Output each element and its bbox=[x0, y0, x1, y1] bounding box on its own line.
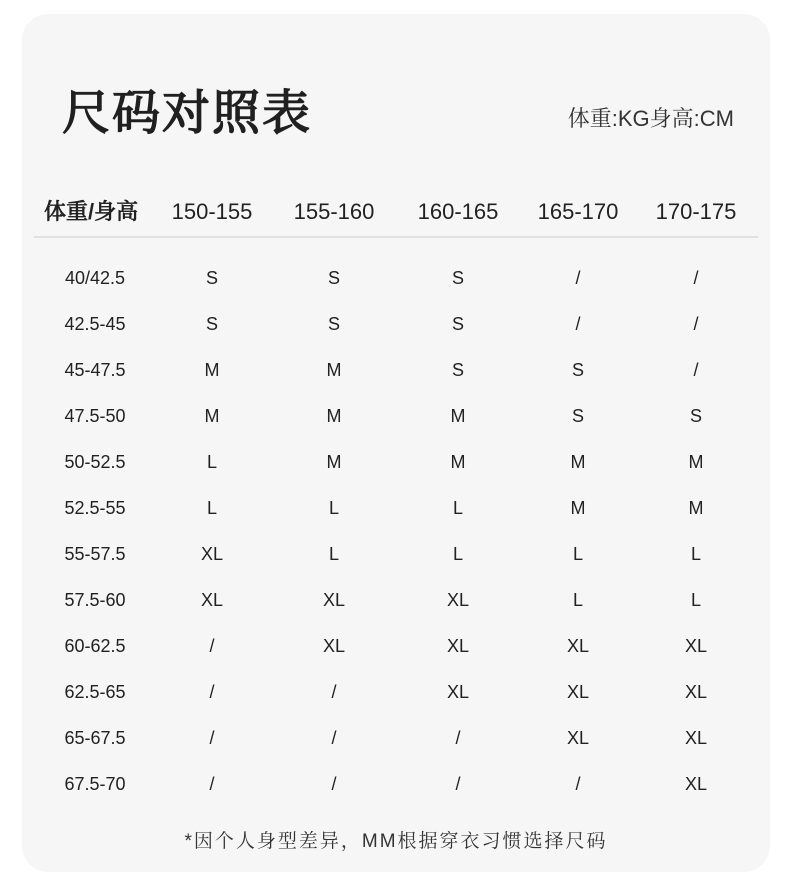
size-cell: / bbox=[331, 774, 337, 794]
size-cell: M bbox=[688, 498, 704, 518]
table-row bbox=[34, 577, 758, 623]
header-height-range: 160-165 bbox=[417, 199, 499, 224]
weight-cell: 55-57.5 bbox=[64, 544, 126, 564]
size-cell: M bbox=[570, 498, 586, 518]
unit-note: 体重:KG身高:CM bbox=[567, 106, 734, 131]
size-cell: M bbox=[326, 406, 342, 426]
size-cell: / bbox=[209, 682, 215, 702]
table-row bbox=[34, 531, 758, 577]
size-cell: XL bbox=[684, 682, 708, 702]
header-height-range: 155-160 bbox=[293, 199, 375, 224]
size-cell: XL bbox=[566, 728, 590, 748]
table-row bbox=[34, 301, 758, 347]
size-cell: M bbox=[204, 360, 220, 380]
size-cell: XL bbox=[200, 544, 224, 564]
weight-cell: 60-62.5 bbox=[64, 636, 126, 656]
size-cell: / bbox=[575, 268, 581, 288]
size-cell: L bbox=[206, 452, 217, 472]
table-body bbox=[34, 255, 758, 807]
size-cell: M bbox=[204, 406, 220, 426]
weight-cell: 65-67.5 bbox=[64, 728, 126, 748]
weight-cell: 52.5-55 bbox=[64, 498, 126, 518]
size-cell: / bbox=[693, 314, 699, 334]
size-cell: S bbox=[205, 268, 218, 288]
size-cell: / bbox=[209, 636, 215, 656]
page-title: 尺码对照表 bbox=[62, 87, 313, 140]
table-row bbox=[34, 347, 758, 393]
size-cell: S bbox=[327, 268, 340, 288]
size-cell: L bbox=[206, 498, 217, 518]
weight-cell: 50-52.5 bbox=[64, 452, 126, 472]
size-cell: XL bbox=[684, 774, 708, 794]
size-cell: XL bbox=[446, 682, 470, 702]
size-cell: / bbox=[331, 682, 337, 702]
size-cell: / bbox=[455, 728, 461, 748]
size-cell: / bbox=[331, 728, 337, 748]
size-cell: S bbox=[689, 406, 702, 426]
size-cell: M bbox=[450, 406, 466, 426]
table-header bbox=[34, 192, 758, 232]
size-cell: L bbox=[452, 498, 463, 518]
header-height-range: 150-155 bbox=[171, 199, 253, 224]
size-cell: L bbox=[690, 544, 701, 564]
size-cell: S bbox=[451, 314, 464, 334]
size-cell: / bbox=[693, 268, 699, 288]
size-cell: S bbox=[451, 360, 464, 380]
header-height-range: 170-175 bbox=[655, 199, 737, 224]
size-cell: XL bbox=[684, 636, 708, 656]
size-cell: M bbox=[688, 452, 704, 472]
fit-footnote: *因个人身型差异，MM根据穿衣习惯选择尺码 bbox=[184, 831, 608, 852]
size-cell: XL bbox=[446, 636, 470, 656]
table-row bbox=[34, 761, 758, 807]
header-height-range: 165-170 bbox=[537, 199, 619, 224]
size-cell: L bbox=[452, 544, 463, 564]
size-cell: XL bbox=[200, 590, 224, 610]
table-row bbox=[34, 623, 758, 669]
size-cell: / bbox=[575, 314, 581, 334]
table-row bbox=[34, 669, 758, 715]
header-weight-height: 体重/身高 bbox=[44, 199, 139, 224]
size-cell: M bbox=[450, 452, 466, 472]
size-cell: S bbox=[205, 314, 218, 334]
size-cell: S bbox=[451, 268, 464, 288]
table-row bbox=[34, 485, 758, 531]
size-cell: XL bbox=[566, 682, 590, 702]
weight-cell: 62.5-65 bbox=[64, 682, 126, 702]
header-divider bbox=[34, 236, 758, 238]
size-cell: / bbox=[455, 774, 461, 794]
size-cell: S bbox=[571, 406, 584, 426]
size-cell: / bbox=[209, 774, 215, 794]
table-row bbox=[34, 439, 758, 485]
size-cell: L bbox=[690, 590, 701, 610]
weight-cell: 47.5-50 bbox=[64, 406, 126, 426]
weight-cell: 42.5-45 bbox=[64, 314, 126, 334]
size-cell: M bbox=[326, 452, 342, 472]
size-cell: XL bbox=[446, 590, 470, 610]
size-cell: M bbox=[326, 360, 342, 380]
size-chart-card bbox=[22, 14, 770, 872]
size-cell: L bbox=[572, 590, 583, 610]
size-cell: M bbox=[570, 452, 586, 472]
weight-cell: 67.5-70 bbox=[64, 774, 126, 794]
size-cell: XL bbox=[684, 728, 708, 748]
weight-cell: 57.5-60 bbox=[64, 590, 126, 610]
table-row bbox=[34, 393, 758, 439]
size-cell: / bbox=[693, 360, 699, 380]
weight-cell: 40/42.5 bbox=[64, 268, 126, 288]
size-cell: / bbox=[575, 774, 581, 794]
size-cell: XL bbox=[322, 590, 346, 610]
weight-cell: 45-47.5 bbox=[64, 360, 126, 380]
size-cell: L bbox=[572, 544, 583, 564]
size-cell: L bbox=[328, 544, 339, 564]
size-cell: / bbox=[209, 728, 215, 748]
size-cell: L bbox=[328, 498, 339, 518]
size-cell: S bbox=[571, 360, 584, 380]
table-row bbox=[34, 255, 758, 301]
size-cell: XL bbox=[322, 636, 346, 656]
size-cell: XL bbox=[566, 636, 590, 656]
size-cell: S bbox=[327, 314, 340, 334]
table-row bbox=[34, 715, 758, 761]
